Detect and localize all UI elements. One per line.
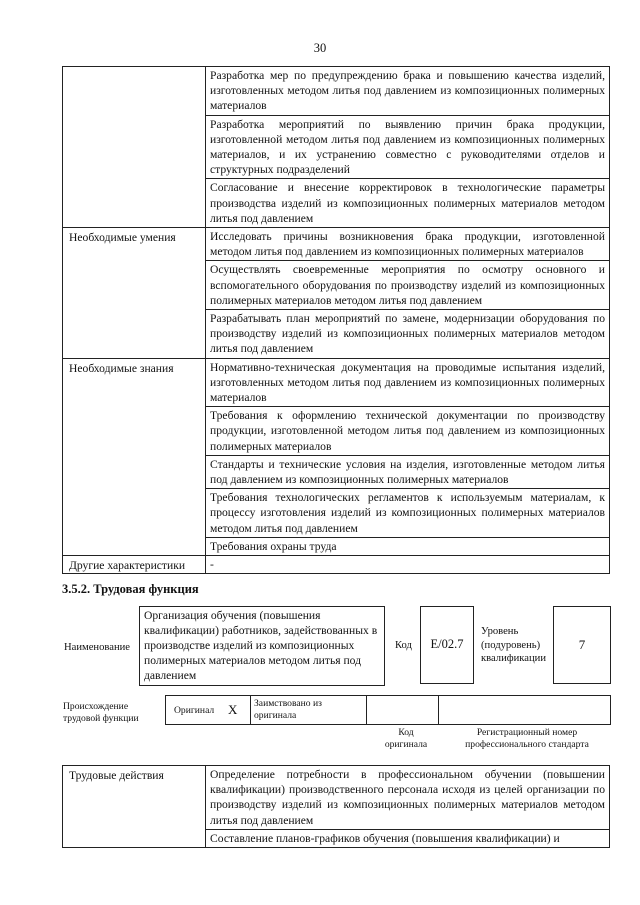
table-row (63, 228, 610, 261)
function-name-box (139, 606, 385, 686)
page-number: 30 (313, 41, 327, 55)
regnum-caption: Регистрационный номер профессионального стандарта (465, 727, 589, 750)
table-row (63, 358, 610, 407)
row-label-skills: Необходимые умения (63, 228, 206, 359)
row-text: Требования к оформлению технической документации по производству продукции, изготовленной методом литья под давлением из композиционных полимерных материалов (206, 407, 610, 456)
row-text: Разработка мер по предупреждению брака и повышению качества изделий, изготовленных методом литья под давлением из композиционных полимерных материалов (206, 67, 610, 116)
row-label-other: Другие характеристики (63, 556, 206, 574)
name-label: Наименование (64, 642, 130, 653)
row-text: Стандарты и технические условия на изделия, изготовленные методом литья под давлением из композиционных полимерных материалов (206, 455, 610, 488)
origin-row (165, 695, 611, 725)
function-name: Организация обучения (повышения квалификации) работников, задействованных в производстве изделий из композиционных полимерных материалов методом литья под давлением (144, 609, 378, 682)
row-text: Требования технологических регламентов к используемым материалам, к процессу изготовления изделий из композиционных полимерных материалов методом литья под давлением (206, 489, 610, 538)
row-text: Разработка мероприятий по выявлению причин брака продукции, изготовленной методом литья под давлением из композиционных полимерных материалов, и их устранению совместно с руководителями отделов и структурных подразделений (206, 115, 610, 179)
row-text: Осуществлять своевременные мероприятия по осмотру основного и вспомогательного оборудования по производству изделий из композиционных полимерных материалов методом литья под давлением (206, 261, 610, 310)
table-row (63, 67, 610, 116)
level-value: 7 (578, 637, 586, 652)
original-mark: X (228, 702, 238, 717)
row-text: Требования охраны труда (206, 537, 610, 555)
original-label: Оригинал (174, 705, 215, 716)
row-label (63, 67, 206, 228)
level-label: Уровень (подуровень) квалификации (481, 626, 546, 664)
origin-label: Происхождение трудовой функции (63, 701, 139, 724)
table-row (63, 556, 610, 574)
requirements-table (62, 66, 610, 574)
row-text: Разрабатывать план мероприятий по замене, модернизации оборудования по производству изделий из композиционных полимерных материалов методом литья под давлением (206, 310, 610, 359)
row-text: Составление планов-графиков обучения (повышения квалификации) и (206, 829, 610, 847)
row-text: Определение потребности в профессиональном обучении (повышении квалификации) производственного персонала исходя из целей организации по производству изделий из композиционных полимерных материалов методом литья под давлением (206, 766, 610, 830)
section-heading: 3.5.2. Трудовая функция (62, 582, 199, 596)
row-text: Согласование и внесение корректировок в технологические параметры производства изделий из композиционных полимерных материалов методом литья под давлением (206, 179, 610, 228)
row-label-actions: Трудовые действия (63, 766, 206, 848)
table-row (63, 766, 610, 830)
code-label: Код (395, 640, 412, 651)
row-text: Нормативно-техническая документация на проводимые испытания изделий, изготовленных методом литья под давлением из композиционных полимерных материалов (206, 358, 610, 407)
code-original-caption: Код оригинала (384, 727, 428, 750)
code-value: E/02.7 (430, 637, 464, 651)
code-box (420, 606, 474, 684)
labor-actions-table (62, 765, 610, 848)
borrowed-label: Заимствовано из оригинала (254, 698, 322, 721)
row-text: Исследовать причины возникновения брака продукции, изготовленной методом литья под давлением из композиционных полимерных материалов (206, 228, 610, 261)
row-text: - (206, 556, 610, 574)
level-box (553, 606, 611, 684)
row-label-knowledge: Необходимые знания (63, 358, 206, 555)
